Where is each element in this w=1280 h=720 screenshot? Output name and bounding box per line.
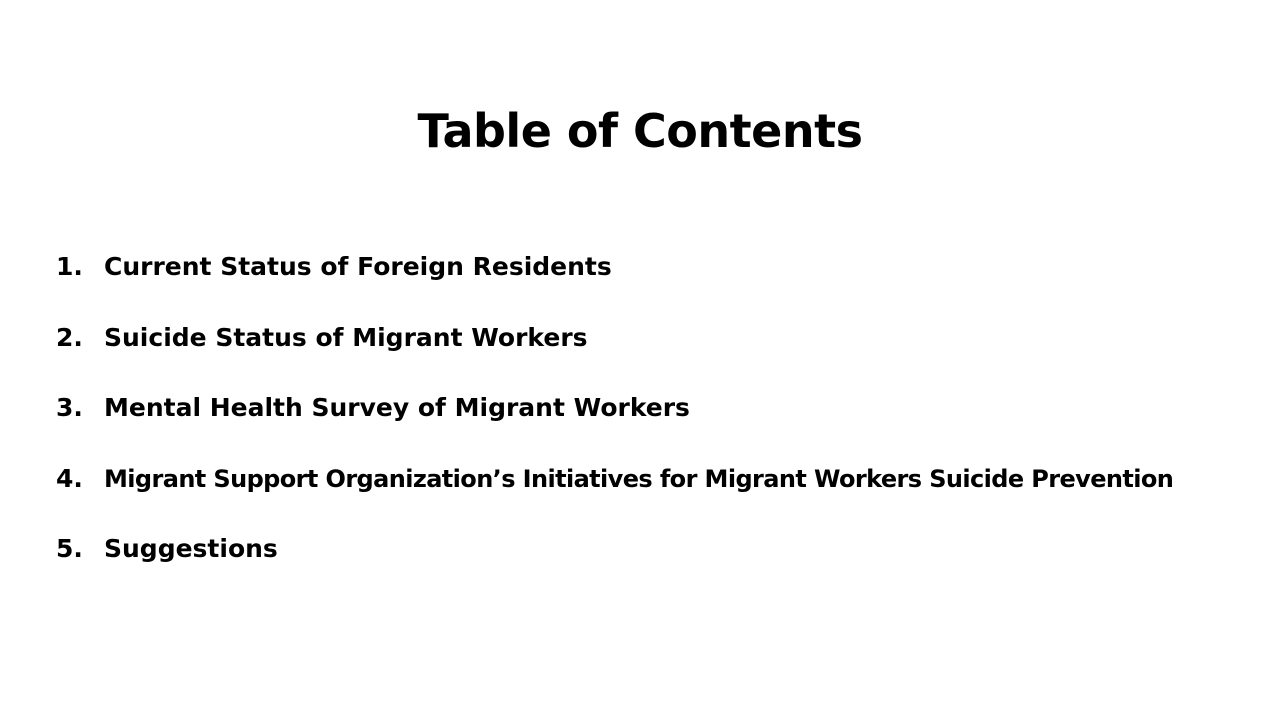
toc-item-number: 4. [56,463,83,493]
toc-item-number: 1. [56,252,83,281]
toc-item-4 [56,458,1266,529]
toc-item-number: 2. [56,322,83,352]
toc-item-1 [56,246,1266,317]
toc-item-3 [56,387,1266,458]
toc-item-text: Mental Health Survey of Migrant Workers [104,393,690,422]
toc-item-text: Migrant Support Organization’s Initiatives for Migrant Workers Suicide Prevention [104,464,1174,493]
toc-item-number: 3. [56,393,83,422]
toc-item-number: 5. [56,534,83,563]
toc-item-text: Suicide Status of Migrant Workers [104,322,588,352]
toc-item-5 [56,528,1266,599]
toc-item-text: Suggestions [104,534,278,563]
table-of-contents-list [56,246,1266,599]
page-title: Table of Contents [417,104,863,158]
toc-item-2 [56,317,1266,388]
toc-item-text: Current Status of Foreign Residents [104,252,612,281]
